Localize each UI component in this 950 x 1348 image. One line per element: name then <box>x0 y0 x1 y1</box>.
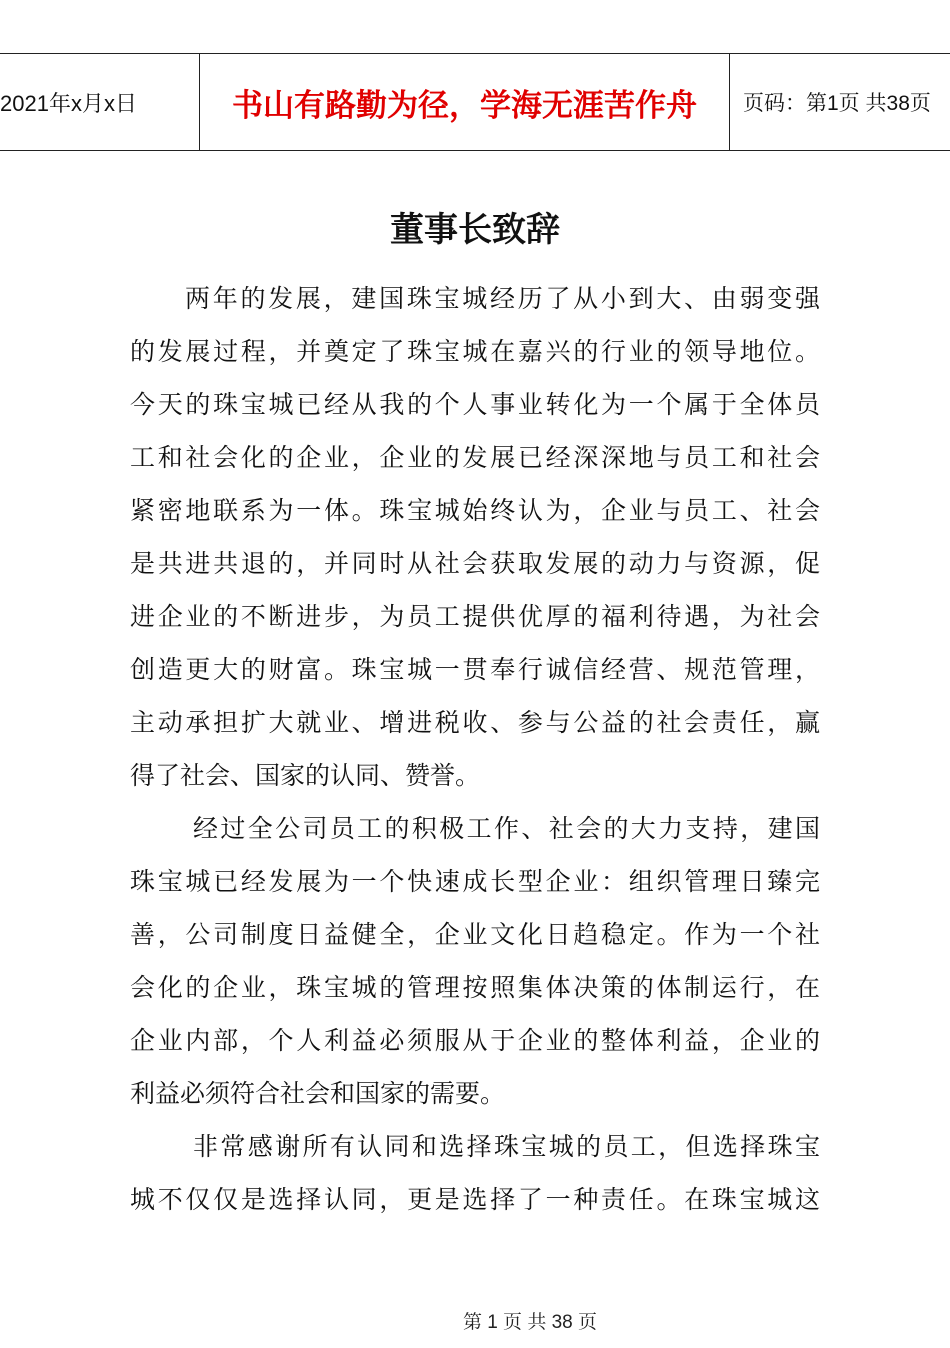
text-line: 进企业的不断进步，为员工提供优厚的福利待遇，为社会 <box>130 602 820 631</box>
header-page-info: 页码：第1页 共38页 <box>743 92 931 115</box>
text-line: 城不仅仅是选择认同，更是选择了一种责任。在珠宝城这 <box>130 1185 820 1214</box>
text-line: 是共进共退的，并同时从社会获取发展的动力与资源，促 <box>130 549 820 578</box>
text-line: 经过全公司员工的积极工作、社会的大力支持，建国 <box>193 814 820 843</box>
text-line: 善，公司制度日益健全，企业文化日趋稳定。作为一个社 <box>130 920 820 949</box>
text-line: 创造更大的财富。珠宝城一贯奉行诚信经营、规范管理， <box>130 655 820 684</box>
text-line: 利益必须符合社会和国家的需要。 <box>130 1079 506 1108</box>
text-line: 的发展过程，并奠定了珠宝城在嘉兴的行业的领导地位。 <box>130 337 820 366</box>
header-date: 2021年x月x日 <box>0 54 200 150</box>
text-line: 珠宝城已经发展为一个快速成长型企业：组织管理日臻完 <box>130 867 820 896</box>
text-line: 非常感谢所有认同和选择珠宝城的员工，但选择珠宝 <box>193 1132 820 1161</box>
text-line: 两年的发展，建国珠宝城经历了从小到大、由弱变强 <box>185 284 820 313</box>
text-line: 主动承担扩大就业、增进税收、参与公益的社会责任，赢 <box>130 708 820 737</box>
header-motto: 书山有路勤为径，学海无涯苦作舟 <box>200 54 730 150</box>
text-line: 紧密地联系为一体。珠宝城始终认为，企业与员工、社会 <box>130 496 820 525</box>
text-line: 今天的珠宝城已经从我的个人事业转化为一个属于全体员 <box>130 390 820 419</box>
page-footer: 第 1 页 共 38 页 <box>462 1312 598 1333</box>
text-line: 会化的企业，珠宝城的管理按照集体决策的体制运行，在 <box>130 973 820 1002</box>
document-title: 董事长致辞 <box>390 210 560 250</box>
text-line: 工和社会化的企业，企业的发展已经深深地与员工和社会 <box>130 443 820 472</box>
text-line: 得了社会、国家的认同、赞誉。 <box>130 761 481 790</box>
header-table <box>0 53 950 151</box>
document-body <box>130 272 820 1226</box>
text-line: 企业内部，个人利益必须服从于企业的整体利益，企业的 <box>130 1026 820 1055</box>
